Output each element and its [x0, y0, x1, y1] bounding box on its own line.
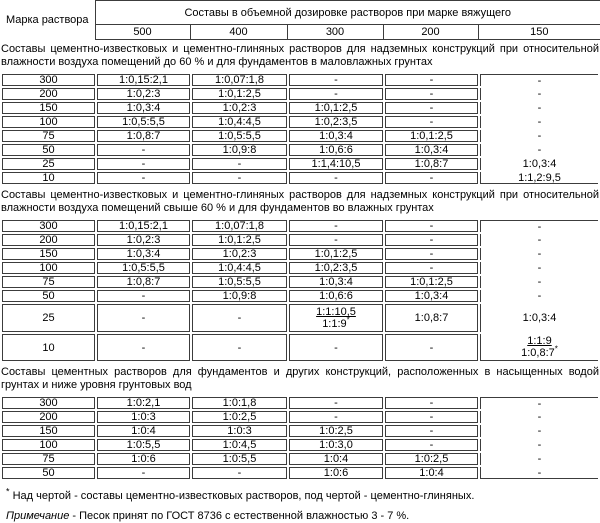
value-cell: -	[289, 411, 383, 423]
value-cell: -	[289, 397, 383, 409]
value-cell: 1:0,3:4	[385, 144, 478, 156]
mark-cell: 50	[2, 144, 95, 156]
value-cell: 1:0:4,5	[192, 439, 287, 451]
table-row	[2, 262, 598, 274]
value-cell: -	[385, 172, 478, 184]
value-cell: -	[385, 411, 478, 423]
mark-cell: 200	[2, 234, 95, 246]
mark-column-header: Марка раствора	[0, 1, 95, 40]
section-2-title: Составы цементно-известковых и цементно-глиняных растворов для надземных конструкций при относительной влажности воздуха помещений свыше 60 % и для фундаментов во влажных грунтах	[1, 189, 599, 214]
table-row	[2, 334, 598, 361]
value-cell: 1:0,2:3	[97, 234, 190, 246]
value-cell: -	[385, 248, 478, 260]
value-cell: 1:0,8:7	[385, 304, 478, 332]
section-1-title: Составы цементно-известковых и цементно-глиняных растворов для надземных конструкций при относительной влажности воздуха помещений до 60 % и для фундаментов в маловлажных грунтах	[1, 43, 599, 68]
header-table	[0, 0, 600, 40]
mark-cell: 150	[2, 248, 95, 260]
mark-cell: 100	[2, 439, 95, 451]
value-cell: -	[385, 262, 478, 274]
table-row	[2, 158, 598, 170]
value-cell: -	[289, 220, 383, 232]
value-cell: -	[289, 172, 383, 184]
mark-cell: 10	[2, 172, 95, 184]
value-cell: -	[97, 304, 190, 332]
value-cell: 1:1,2:9,5	[480, 172, 598, 184]
table-row	[2, 234, 598, 246]
value-cell: -	[385, 74, 478, 86]
table-row	[2, 116, 598, 128]
value-cell: 1:0:6	[97, 453, 190, 465]
note	[6, 510, 600, 523]
value-cell	[480, 334, 598, 361]
value-cell: 1:0,15:2,1	[97, 74, 190, 86]
mark-cell: 200	[2, 88, 95, 100]
value-cell: -	[97, 334, 190, 361]
value-cell: 1:0,6:6	[289, 144, 383, 156]
value-cell: 1:0,07:1,8	[192, 220, 287, 232]
mark-cell: 300	[2, 74, 95, 86]
table-row	[2, 172, 598, 184]
value-cell: -	[480, 88, 598, 100]
value-cell: -	[480, 116, 598, 128]
mark-cell: 10	[2, 334, 95, 361]
table-row	[2, 248, 598, 260]
value-cell: -	[97, 172, 190, 184]
footnote	[6, 486, 600, 503]
value-cell: 1:0,6:6	[289, 290, 383, 302]
value-cell: -	[192, 172, 287, 184]
value-cell: -	[192, 304, 287, 332]
value-cell: 1:0,2:3,5	[289, 262, 383, 274]
value-cell: 1:0,07:1,8	[192, 74, 287, 86]
grade-150-header: 150	[478, 25, 600, 40]
value-cell: -	[192, 334, 287, 361]
footnote-text: Над чертой - составы цементно-известковых растворов, под чертой - цементно-глиняных.	[12, 490, 475, 502]
value-cell: -	[385, 88, 478, 100]
value-cell: 1:0,1:2,5	[192, 234, 287, 246]
value-cell: -	[385, 220, 478, 232]
mark-cell: 150	[2, 425, 95, 437]
value-cell: -	[480, 220, 598, 232]
value-cell: -	[192, 158, 287, 170]
table-row	[2, 144, 598, 156]
value-cell: 1:0:3,0	[289, 439, 383, 451]
value-cell: 1:0,3:4	[480, 158, 598, 170]
value-cell: 1:0,5:5,5	[192, 130, 287, 142]
table-row	[2, 276, 598, 288]
value-cell: 1:0,8:7	[97, 130, 190, 142]
mark-cell: 25	[2, 158, 95, 170]
value-cell: 1:0,5:5,5	[97, 262, 190, 274]
value-cell: 1:0,3:4	[385, 290, 478, 302]
mark-cell: 75	[2, 276, 95, 288]
binder-grade-header: Составы в объемной дозировке растворов при марке вяжущего	[95, 1, 600, 25]
value-cell: -	[480, 102, 598, 114]
value-cell: 1:0:5,5	[192, 453, 287, 465]
value-cell: 1:0,5:5,5	[97, 116, 190, 128]
table-row	[2, 425, 598, 437]
value-cell: 1:0,4:4,5	[192, 262, 287, 274]
table-row	[2, 88, 598, 100]
grade-300-header: 300	[287, 25, 383, 40]
value-cell: -	[480, 467, 598, 479]
mark-cell: 50	[2, 467, 95, 479]
value-cell: -	[385, 439, 478, 451]
value-cell: -	[289, 88, 383, 100]
value-cell: -	[385, 425, 478, 437]
value-cell: -	[480, 74, 598, 86]
mark-cell: 75	[2, 453, 95, 465]
value-cell: -	[97, 467, 190, 479]
value-cell	[289, 304, 383, 332]
table-row	[2, 411, 598, 423]
section-3-title: Составы цементных растворов для фундаментов и других конструкций, расположенных в насыщенных водой грунтах и ниже уровня грунтовых вод	[1, 366, 599, 391]
grade-400-header: 400	[190, 25, 287, 40]
value-cell: -	[385, 116, 478, 128]
value-cell: -	[480, 439, 598, 451]
grade-500-header: 500	[95, 25, 190, 40]
value-cell: -	[97, 158, 190, 170]
value-cell: 1:0:4	[385, 467, 478, 479]
value-cell: 1:0:2,5	[192, 411, 287, 423]
header-row-top	[0, 1, 600, 25]
value-cell: 1:0:4	[289, 453, 383, 465]
mark-cell: 200	[2, 411, 95, 423]
value-cell: 1:0,2:3	[192, 248, 287, 260]
value-cell: 1:0,15:2,1	[97, 220, 190, 232]
table-row	[2, 467, 598, 479]
value-cell: -	[385, 102, 478, 114]
table-row	[2, 453, 598, 465]
value-cell: 1:0,8:7	[97, 276, 190, 288]
table-row	[2, 397, 598, 409]
table-row	[2, 130, 598, 142]
value-cell: -	[192, 467, 287, 479]
mark-cell: 150	[2, 102, 95, 114]
value-cell: -	[385, 397, 478, 409]
mark-cell: 50	[2, 290, 95, 302]
value-cell: -	[480, 234, 598, 246]
sections-container	[0, 43, 600, 481]
value-cell: 1:0,8:7	[385, 158, 478, 170]
value-cell: -	[289, 234, 383, 246]
value-cell: -	[289, 334, 383, 361]
value-cell: -	[480, 397, 598, 409]
value-cell: -	[480, 262, 598, 274]
table-row	[2, 290, 598, 302]
value-cell: -	[385, 234, 478, 246]
value-cell: 1:0,2:3	[97, 88, 190, 100]
value-cell: -	[480, 290, 598, 302]
value-cell: 1:0:5,5	[97, 439, 190, 451]
mark-cell: 75	[2, 130, 95, 142]
value-cell: 1:0,3:4	[289, 276, 383, 288]
note-text: - Песок принят по ГОСТ 8736 с естественной влажностью 3 - 7 %.	[69, 510, 410, 522]
value-cell: -	[480, 453, 598, 465]
value-cell: 1:0:3	[97, 411, 190, 423]
value-cell: 1:0,1:2,5	[289, 248, 383, 260]
value-cell: 1:0,3:4	[97, 248, 190, 260]
value-cell: 1:0,3:4	[97, 102, 190, 114]
value-cell: -	[97, 290, 190, 302]
value-cell: 1:0,1:2,5	[385, 130, 478, 142]
value-cell: 1:0,9:8	[192, 144, 287, 156]
mark-cell: 100	[2, 262, 95, 274]
value-cell: -	[97, 144, 190, 156]
value-cell: 1:0,9:8	[192, 290, 287, 302]
value-cell: -	[289, 74, 383, 86]
value-cell: 1:0:2,5	[289, 425, 383, 437]
value-cell: 1:0,1:2,5	[192, 88, 287, 100]
value-cell: 1:0:1,8	[192, 397, 287, 409]
value-cell: 1:0,1:2,5	[385, 276, 478, 288]
section-2-table	[0, 218, 600, 363]
grade-200-header: 200	[383, 25, 478, 40]
value-cell: -	[480, 425, 598, 437]
section-1-table	[0, 72, 600, 186]
value-cell: 1:0:2,1	[97, 397, 190, 409]
value-cell: 1:0,4:4,5	[192, 116, 287, 128]
fraction-value: $\frac{1:1:9}{1:0,8:7^*}$	[521, 335, 558, 359]
value-cell: -	[385, 334, 478, 361]
value-cell: -	[480, 276, 598, 288]
mark-cell: 300	[2, 220, 95, 232]
value-cell: -	[480, 144, 598, 156]
value-cell: 1:0:4	[97, 425, 190, 437]
value-cell: 1:0:2,5	[385, 453, 478, 465]
table-row	[2, 74, 598, 86]
footnote-asterisk: *	[6, 486, 10, 497]
value-cell: 1:0,1:2,5	[289, 102, 383, 114]
value-cell: 1:0,3:4	[289, 130, 383, 142]
value-cell: 1:1,4:10,5	[289, 158, 383, 170]
value-cell: -	[480, 411, 598, 423]
mark-cell: 25	[2, 304, 95, 332]
value-cell: -	[480, 248, 598, 260]
value-cell: 1:0,2:3,5	[289, 116, 383, 128]
mark-cell: 100	[2, 116, 95, 128]
value-cell: 1:0,2:3	[192, 102, 287, 114]
value-cell: 1:0:3	[192, 425, 287, 437]
table-row	[2, 102, 598, 114]
value-cell: 1:0,5:5,5	[192, 276, 287, 288]
note-label: Примечание	[6, 510, 70, 522]
value-cell: -	[480, 130, 598, 142]
table-row	[2, 439, 598, 451]
table-row	[2, 220, 598, 232]
section-3-table	[0, 395, 600, 481]
fraction-value: $\frac{1:1:10,5}{1:1:9^*}$	[316, 306, 356, 330]
mark-cell: 300	[2, 397, 95, 409]
value-cell: 1:0,3:4	[480, 304, 598, 332]
table-row	[2, 304, 598, 332]
value-cell: 1:0:6	[289, 467, 383, 479]
